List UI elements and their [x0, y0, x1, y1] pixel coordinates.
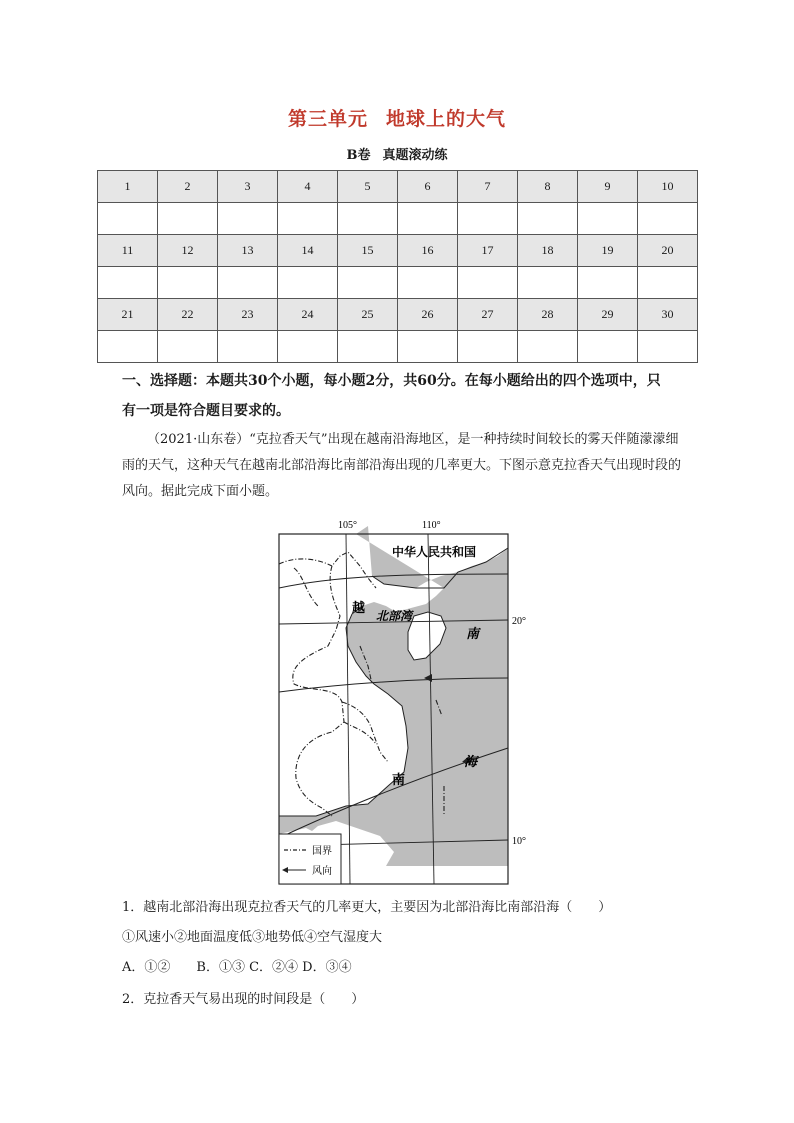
- legend-wind-label: 风向: [312, 866, 332, 877]
- question-number-cell: 17: [458, 235, 518, 267]
- label-china: 中华人民共和国: [392, 545, 477, 559]
- answer-blank-cell[interactable]: [458, 331, 518, 363]
- question-number-cell: 5: [338, 171, 398, 203]
- question-number-cell: 27: [458, 299, 518, 331]
- answer-blank-cell[interactable]: [518, 267, 578, 299]
- question-number-cell: 7: [458, 171, 518, 203]
- question-number-cell: 19: [578, 235, 638, 267]
- lon-105-label: 105°: [338, 520, 357, 531]
- answer-blank-cell[interactable]: [518, 331, 578, 363]
- question-number-cell: 3: [218, 171, 278, 203]
- question-1-statements: ①风速小②地面温度低③地势低④空气湿度大: [122, 930, 383, 945]
- answer-number-row: [98, 171, 698, 203]
- answer-blank-row: [98, 267, 698, 299]
- legend-border-label: 国界: [312, 846, 332, 857]
- answer-blank-cell[interactable]: [578, 267, 638, 299]
- answer-blank-cell[interactable]: [398, 331, 458, 363]
- lat-10-label: 10°: [512, 836, 526, 847]
- answer-blank-cell[interactable]: [158, 331, 218, 363]
- answer-blank-cell[interactable]: [638, 267, 698, 299]
- meridian-105: [346, 534, 350, 884]
- question-number-cell: 13: [218, 235, 278, 267]
- page-subtitle: [0, 144, 794, 163]
- question-number-cell: 4: [278, 171, 338, 203]
- wind-map-figure: [276, 516, 536, 886]
- question-1: 1．越南北部沿海出现克拉香天气的几率更大，主要因为北部沿海比南部沿海（ ）: [122, 900, 612, 915]
- answer-blank-cell[interactable]: [578, 331, 638, 363]
- label-gulf: 北部湾: [376, 609, 413, 623]
- answer-grid: [97, 170, 698, 363]
- label-south-china-sea-1: 南: [466, 627, 480, 642]
- label-vietnam: 越: [352, 601, 366, 616]
- label-vietnam-south: 南: [392, 773, 406, 788]
- answer-blank-cell[interactable]: [338, 331, 398, 363]
- section-line2: 有一项是符合题目要求的。: [122, 403, 290, 419]
- answer-blank-cell[interactable]: [158, 267, 218, 299]
- question-number-cell: 1: [98, 171, 158, 203]
- question-number-cell: 2: [158, 171, 218, 203]
- question-number-cell: 12: [158, 235, 218, 267]
- page-title: [0, 104, 794, 131]
- question-intro: （2021·山东卷）“克拉香天气”出现在越南沿海地区，是一种持续时间较长的雾天伴随濛濛细雨的天气，这种天气在越南北部沿海比南部沿海出现的几率更大。下图示意克拉香天气出现时段的风向。据此完成下面小题。: [122, 432, 682, 499]
- answer-blank-cell[interactable]: [218, 331, 278, 363]
- lat-20-label: 20°: [512, 616, 526, 627]
- lon-110-label: 110°: [422, 520, 441, 531]
- answer-blank-cell[interactable]: [278, 331, 338, 363]
- question-number-cell: 10: [638, 171, 698, 203]
- question-number-cell: 26: [398, 299, 458, 331]
- answer-blank-cell[interactable]: [98, 331, 158, 363]
- answer-blank-cell[interactable]: [98, 267, 158, 299]
- question-2: 2．克拉香天气易出现的时间段是（ ）: [122, 992, 365, 1007]
- sea-area: [279, 526, 508, 866]
- question-number-cell: 6: [398, 171, 458, 203]
- question-number-cell: 20: [638, 235, 698, 267]
- answer-blank-cell[interactable]: [338, 203, 398, 235]
- answer-number-row: [98, 235, 698, 267]
- question-number-cell: 21: [98, 299, 158, 331]
- answer-blank-cell[interactable]: [218, 267, 278, 299]
- answer-blank-cell[interactable]: [278, 267, 338, 299]
- question-number-cell: 25: [338, 299, 398, 331]
- question-number-cell: 23: [218, 299, 278, 331]
- answer-blank-cell[interactable]: [398, 203, 458, 235]
- question-number-cell: 16: [398, 235, 458, 267]
- answer-blank-cell[interactable]: [158, 203, 218, 235]
- subtitle-volume: B卷: [346, 148, 371, 163]
- answer-blank-cell[interactable]: [98, 203, 158, 235]
- answer-blank-row: [98, 203, 698, 235]
- answer-blank-cell[interactable]: [338, 267, 398, 299]
- title-unit: 第三单元: [287, 108, 368, 130]
- question-number-cell: 11: [98, 235, 158, 267]
- answer-blank-cell[interactable]: [578, 203, 638, 235]
- question-number-cell: 15: [338, 235, 398, 267]
- section-heading: [122, 366, 682, 426]
- label-south-china-sea-2: 海: [464, 755, 478, 770]
- question-number-cell: 30: [638, 299, 698, 331]
- answer-blank-cell[interactable]: [638, 203, 698, 235]
- question-number-cell: 14: [278, 235, 338, 267]
- question-number-cell: 28: [518, 299, 578, 331]
- question-number-cell: 29: [578, 299, 638, 331]
- question-number-cell: 9: [578, 171, 638, 203]
- answer-blank-row: [98, 331, 698, 363]
- answer-blank-cell[interactable]: [458, 203, 518, 235]
- answer-blank-cell[interactable]: [638, 331, 698, 363]
- answer-number-row: [98, 299, 698, 331]
- answer-blank-cell[interactable]: [458, 267, 518, 299]
- answer-blank-cell[interactable]: [398, 267, 458, 299]
- wind-map: [276, 516, 536, 886]
- question-number-cell: 18: [518, 235, 578, 267]
- answer-blank-cell[interactable]: [518, 203, 578, 235]
- answer-blank-cell[interactable]: [218, 203, 278, 235]
- question-number-cell: 8: [518, 171, 578, 203]
- title-topic: 地球上的大气: [386, 108, 507, 130]
- subtitle-kind: 真题滚动练: [382, 148, 448, 163]
- question-number-cell: 22: [158, 299, 218, 331]
- section-line1: 一、选择题：本题共30个小题，每小题2分，共60分。在每小题给出的四个选项中，只: [122, 373, 661, 389]
- question-1-choices: A．①② B．①③ C．②④ D．③④: [122, 960, 352, 975]
- question-number-cell: 24: [278, 299, 338, 331]
- answer-blank-cell[interactable]: [278, 203, 338, 235]
